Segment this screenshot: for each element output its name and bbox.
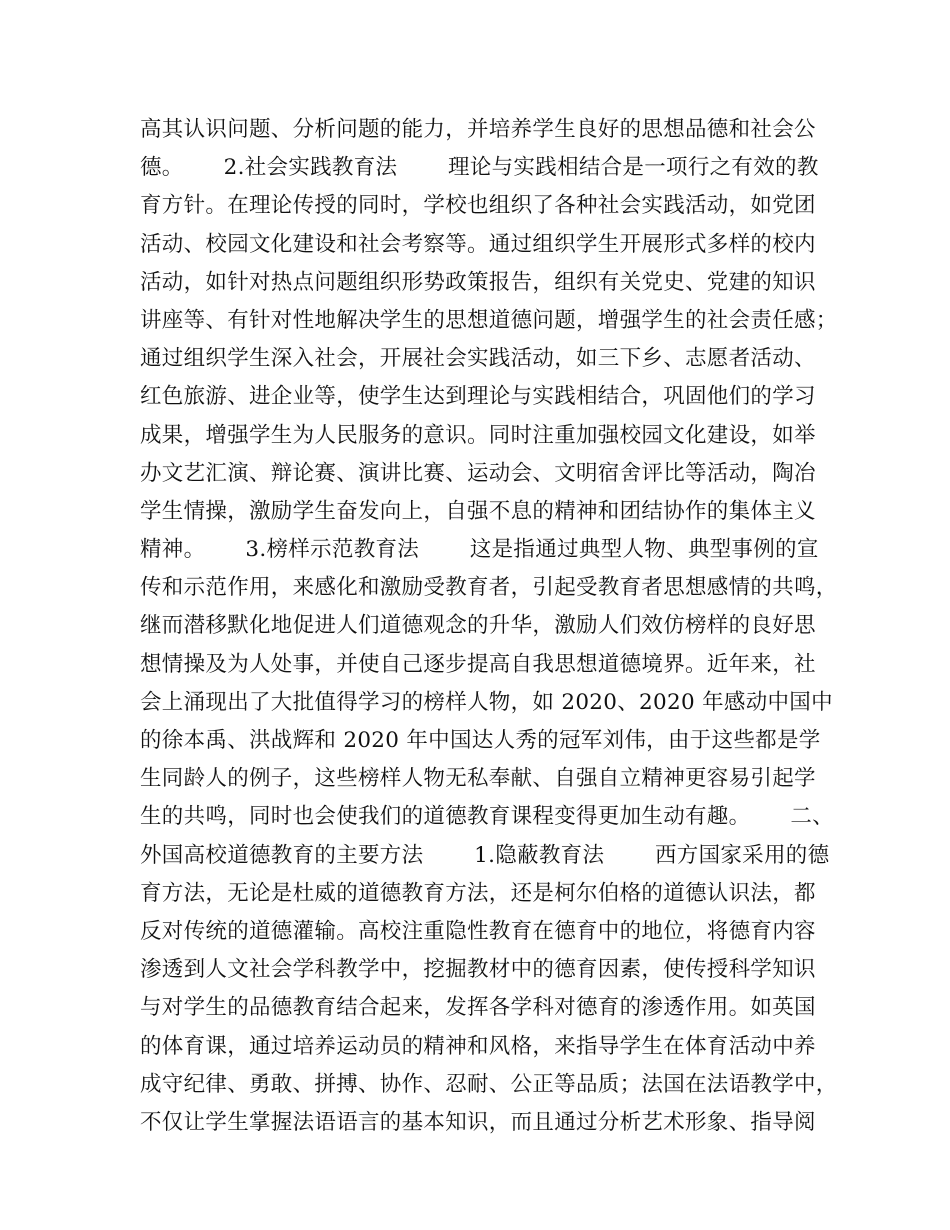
text-line: 生的共鸣，同时也会使我们的道德教育课程变得更加生动有趣。 二、 — [140, 804, 834, 830]
text-line: 活动、校园文化建设和社会考察等。通过组织学生开展形式多样的校内 — [140, 231, 816, 257]
text-line: 育方针。在理论传授的同时，学校也组织了各种社会实践活动，如党团 — [140, 193, 816, 219]
text-line: 通过组织学生深入社会，开展社会实践活动，如三下乡、志愿者活动、 — [140, 346, 816, 372]
text-line: 反对传统的道德灌输。高校注重隐性教育在德育中的地位，将德育内容 — [140, 918, 816, 944]
text-line: 精神。 3.榜样示范教育法 这是指通过典型人物、典型事例的宣 — [140, 537, 819, 563]
text-line: 学生情操，激励学生奋发向上，自强不息的精神和团结协作的集体主义 — [140, 498, 816, 524]
text-line: 不仅让学生掌握法语语言的基本知识，而且通过分析艺术形象、指导阅 — [140, 1109, 816, 1135]
text-line: 活动，如针对热点问题组织形势政策报告，组织有关党史、党建的知识 — [140, 269, 816, 295]
text-line: 生同龄人的例子，这些榜样人物无私奉献、自强自立精神更容易引起学 — [140, 766, 816, 792]
text-line: 红色旅游、进企业等，使学生达到理论与实践相结合，巩固他们的学习 — [140, 384, 816, 410]
text-line: 的徐本禹、洪战辉和 2020 年中国达人秀的冠军刘伟，由于这些都是学 — [140, 728, 821, 753]
text-line: 育方法，无论是杜威的道德教育方法，还是柯尔伯格的道德认识法，都 — [140, 880, 816, 906]
text-line: 成守纪律、勇敢、拼搏、协作、忍耐、公正等品质；法国在法语教学中， — [140, 1071, 838, 1097]
text-line: 会上涌现出了大批值得学习的榜样人物，如 2020、2020 年感动中国中 — [140, 689, 833, 715]
text-line: 外国高校道德教育的主要方法 1.隐蔽教育法 西方国家采用的德 — [140, 842, 830, 868]
text-line: 想情操及为人处事，并使自己逐步提高自我思想道德境界。近年来，社 — [140, 651, 816, 677]
text-line: 成果，增强学生为人民服务的意识。同时注重加强校园文化建设，如举 — [140, 422, 816, 448]
text-line: 德。 2.社会实践教育法 理论与实践相结合是一项行之有效的教 — [140, 155, 819, 181]
text-line: 办文艺汇演、辩论赛、演讲比赛、运动会、文明宿舍评比等活动，陶冶 — [140, 460, 816, 486]
text-line: 渗透到人文社会学科教学中，挖掘教材中的德育因素，使传授科学知识 — [140, 957, 816, 983]
text-line: 与对学生的品德教育结合起来，发挥各学科对德育的渗透作用。如英国 — [140, 995, 816, 1021]
text-line: 继而潜移默化地促进人们道德观念的升华，激励人们效仿榜样的良好思 — [140, 613, 816, 639]
text-line: 高其认识问题、分析问题的能力，并培养学生良好的思想品德和社会公 — [140, 117, 816, 142]
text-line: 传和示范作用，来感化和激励受教育者，引起受教育者思想感情的共鸣， — [140, 575, 838, 601]
text-line: 讲座等、有针对性地解决学生的思想道德问题，增强学生的社会责任感； — [140, 307, 838, 333]
body-text — [140, 111, 840, 1142]
text-line: 的体育课，通过培养运动员的精神和风格，来指导学生在体育活动中养 — [140, 1033, 816, 1059]
